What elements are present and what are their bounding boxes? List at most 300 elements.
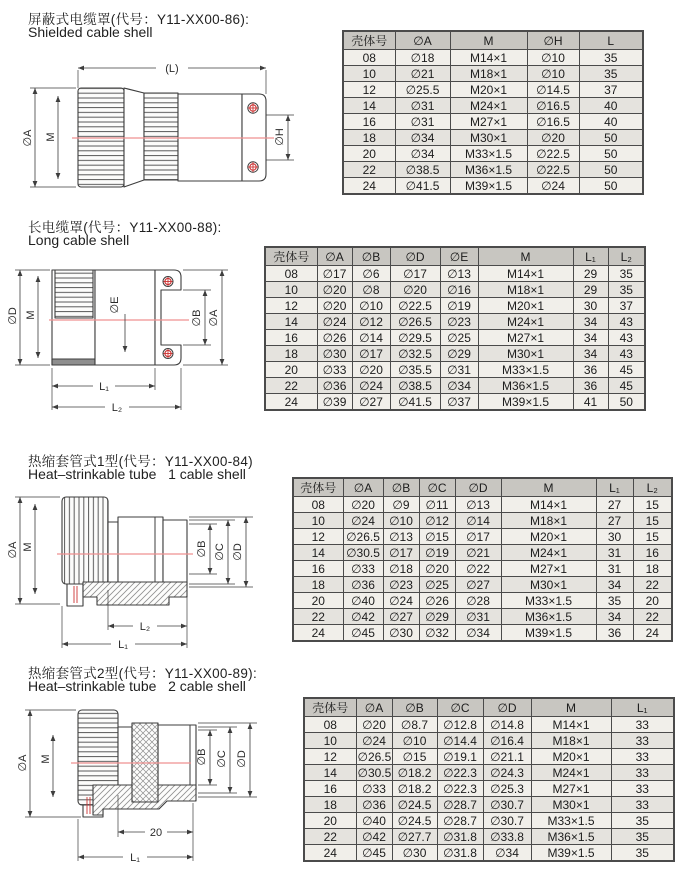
spec-cell: ∅10 — [527, 50, 579, 66]
spec-cell: ∅38.5 — [390, 378, 440, 394]
table-row — [343, 146, 643, 162]
spec-cell: 43 — [608, 330, 645, 346]
spec-cell: ∅16.4 — [483, 733, 531, 749]
spec-cell: ∅30.5 — [343, 545, 383, 561]
table-row — [343, 130, 643, 146]
spec-cell: M24×1 — [531, 765, 611, 781]
spec-cell: M18×1 — [450, 66, 527, 82]
table-row — [343, 114, 643, 130]
spec-cell: ∅21 — [395, 66, 450, 82]
dim-label-20: 20 — [149, 827, 163, 839]
spec-cell: 22 — [633, 577, 672, 593]
spec-cell: ∅27 — [383, 609, 419, 625]
section2-title-en: Long cable shell — [28, 232, 130, 248]
spec-cell: 35 — [611, 845, 674, 862]
spec-cell: ∅36 — [356, 797, 392, 813]
table-row — [265, 266, 645, 282]
spec-cell: M14×1 — [531, 717, 611, 733]
spec-cell: 36 — [573, 362, 608, 378]
spec-cell: M30×1 — [531, 797, 611, 813]
spec-cell: ∅20 — [317, 298, 352, 314]
spec-cell: ∅24.5 — [392, 797, 437, 813]
spec-cell: 34 — [596, 577, 633, 593]
spec-cell: ∅28 — [455, 593, 501, 609]
spec-cell: 33 — [611, 781, 674, 797]
shell-size-cell: 08 — [265, 266, 317, 282]
shell-size-cell: 24 — [265, 394, 317, 411]
spec-cell: ∅27 — [455, 577, 501, 593]
table-row — [343, 50, 643, 66]
spec-cell: M27×1 — [450, 114, 527, 130]
column-header: M — [450, 31, 527, 50]
shell-size-cell: 12 — [343, 82, 395, 98]
spec-cell: ∅25.3 — [483, 781, 531, 797]
spec-cell: ∅34 — [440, 378, 478, 394]
screw-hole-marker — [248, 162, 258, 172]
column-header: ∅D — [455, 478, 501, 497]
shell-size-cell: 20 — [343, 146, 395, 162]
spec-table-long-cable-shell — [264, 246, 646, 411]
spec-cell: 37 — [579, 82, 643, 98]
spec-cell: ∅14 — [352, 330, 390, 346]
dim-label-L: (L) — [165, 63, 179, 75]
spec-cell: ∅31.8 — [437, 829, 483, 845]
table-row — [265, 378, 645, 394]
shell-size-cell: 14 — [293, 545, 343, 561]
spec-cell: 35 — [611, 813, 674, 829]
spec-cell: ∅40 — [356, 813, 392, 829]
spec-cell: ∅24 — [527, 178, 579, 195]
dim-label-L1: L₁ — [130, 852, 140, 864]
dim-label-L1: L₁ — [118, 639, 128, 651]
section4-title-zh: 热缩套管式2型(代号：Y11-XX00-89): — [28, 666, 258, 681]
spec-cell: 45 — [608, 362, 645, 378]
dim-label-M: M — [25, 310, 37, 320]
spec-cell: ∅22.5 — [527, 146, 579, 162]
dim-label-H: ∅H — [274, 128, 286, 146]
shell-size-cell: 10 — [343, 66, 395, 82]
table-row — [265, 394, 645, 411]
spec-cell: 37 — [608, 298, 645, 314]
spec-cell: 20 — [633, 593, 672, 609]
spec-cell: ∅34 — [455, 625, 501, 642]
spec-cell: 50 — [579, 178, 643, 195]
spec-cell: ∅29 — [440, 346, 478, 362]
table-row — [304, 813, 674, 829]
column-header: ∅D — [390, 247, 440, 266]
spec-cell: ∅13 — [455, 497, 501, 513]
dim-label-A: ∅A — [17, 754, 29, 772]
spec-cell: ∅10 — [352, 298, 390, 314]
table-header-row — [343, 31, 643, 50]
shell-size-cell: 22 — [293, 609, 343, 625]
column-header: ∅A — [395, 31, 450, 50]
dim-label-M: M — [22, 542, 34, 552]
spec-cell: 15 — [633, 529, 672, 545]
spec-cell: 34 — [596, 609, 633, 625]
dim-label-C: ∅C — [216, 750, 228, 768]
table-row — [304, 781, 674, 797]
spec-cell: ∅22.5 — [390, 298, 440, 314]
spec-cell: 35 — [608, 266, 645, 282]
spec-cell: ∅9 — [383, 497, 419, 513]
shell-size-cell: 18 — [304, 797, 356, 813]
table-row — [293, 625, 672, 642]
spec-cell: ∅18.2 — [392, 765, 437, 781]
spec-table-heat-shrinkable-tube-2 — [303, 697, 675, 862]
column-header: M — [531, 698, 611, 717]
spec-cell: ∅34 — [395, 146, 450, 162]
spec-cell: M39×1.5 — [501, 625, 596, 642]
spec-cell: ∅34 — [483, 845, 531, 862]
spec-cell: 18 — [633, 561, 672, 577]
table-row — [304, 765, 674, 781]
spec-cell: 15 — [633, 513, 672, 529]
spec-cell: ∅26 — [419, 593, 455, 609]
spec-cell: ∅26.5 — [390, 314, 440, 330]
dim-label-L1: L₁ — [99, 381, 109, 393]
spec-cell: ∅26.5 — [357, 749, 392, 764]
shell-size-cell: 12 — [293, 529, 343, 545]
spec-cell: M24×1 — [478, 314, 573, 330]
spec-cell: ∅12 — [352, 314, 390, 330]
dim-label-D: ∅D — [236, 750, 248, 768]
shell-size-cell: 10 — [265, 282, 317, 298]
section4-title-en: Heat–strinkable tube 2 cable shell — [28, 678, 246, 694]
table-row — [293, 609, 672, 625]
column-header: 壳体号 — [304, 698, 356, 717]
spec-cell: ∅30.5 — [357, 765, 392, 780]
column-header: 壳体号 — [343, 31, 395, 50]
table-row — [293, 593, 672, 609]
column-header: ∅B — [392, 698, 437, 717]
spec-cell: ∅42 — [343, 609, 383, 625]
dim-label-B: ∅B — [196, 748, 208, 766]
spec-cell: ∅30.7 — [483, 797, 531, 813]
spec-cell: M14×1 — [478, 266, 573, 282]
spec-cell: M36×1.5 — [531, 829, 611, 845]
table-row — [343, 178, 643, 195]
spec-cell: ∅31.8 — [437, 845, 483, 862]
technical-drawing-shielded-cable-shell — [20, 48, 310, 200]
spec-cell: ∅18 — [383, 561, 419, 577]
column-header: M — [501, 478, 596, 497]
table-row — [304, 733, 674, 749]
shell-size-cell: 24 — [343, 178, 395, 195]
spec-cell: ∅20 — [343, 497, 383, 513]
shell-size-cell: 20 — [304, 813, 356, 829]
spec-cell: ∅30 — [383, 625, 419, 642]
spec-cell: ∅38.5 — [395, 162, 450, 178]
shell-size-cell: 12 — [304, 749, 356, 765]
dim-label-D: ∅D — [7, 307, 19, 325]
spec-cell: ∅19 — [440, 298, 478, 314]
dim-label-M: M — [45, 132, 57, 142]
table-row — [304, 829, 674, 845]
spec-cell: M36×1.5 — [478, 378, 573, 394]
spec-cell: M20×1 — [531, 749, 611, 765]
spec-cell: ∅19 — [419, 545, 455, 561]
spec-cell: 30 — [596, 529, 633, 545]
spec-cell: ∅35.5 — [390, 362, 440, 378]
spec-cell: ∅24.3 — [483, 765, 531, 781]
spec-cell: ∅18 — [395, 50, 450, 66]
spec-cell: ∅19.1 — [437, 749, 483, 765]
spec-cell: ∅10 — [392, 733, 437, 749]
spec-cell: ∅45 — [356, 845, 392, 862]
shell-size-cell: 10 — [304, 733, 356, 749]
spec-cell: 50 — [579, 130, 643, 146]
table-header-row — [293, 478, 672, 497]
spec-cell: ∅22.3 — [437, 781, 483, 797]
spec-cell: 50 — [608, 394, 645, 411]
spec-cell: ∅36 — [317, 378, 352, 394]
spec-cell: ∅8 — [352, 282, 390, 298]
spec-cell: ∅32.5 — [390, 346, 440, 362]
technical-drawing-long-cable-shell — [5, 252, 255, 427]
table-row — [265, 282, 645, 298]
shell-size-cell: 16 — [304, 781, 356, 797]
column-header: M — [478, 247, 573, 266]
spec-cell: 33 — [611, 797, 674, 813]
shell-size-cell: 18 — [343, 130, 395, 146]
dim-label-A: ∅A — [22, 129, 34, 147]
spec-cell: M27×1 — [501, 561, 596, 577]
spec-cell: ∅12 — [419, 513, 455, 529]
spec-cell: ∅31 — [395, 114, 450, 130]
spec-cell: ∅28.7 — [437, 813, 483, 829]
spec-cell: 35 — [608, 282, 645, 298]
screw-hole-marker — [163, 277, 173, 287]
spec-cell: ∅34 — [395, 130, 450, 146]
table-row — [304, 749, 674, 765]
column-header: ∅A — [317, 247, 352, 266]
spec-cell: M18×1 — [478, 282, 573, 298]
spec-cell: ∅11 — [419, 497, 455, 513]
spec-cell: ∅33 — [317, 362, 352, 378]
column-header: L₂ — [633, 478, 672, 497]
spec-cell: ∅20 — [527, 130, 579, 146]
dim-label-A: ∅A — [208, 309, 220, 327]
spec-cell: ∅24.5 — [392, 813, 437, 829]
shell-size-cell: 08 — [304, 717, 356, 733]
spec-cell: ∅17 — [317, 266, 352, 282]
shell-size-cell: 20 — [265, 362, 317, 378]
spec-cell: ∅25 — [419, 577, 455, 593]
spec-cell: 31 — [596, 561, 633, 577]
spec-cell: ∅8.7 — [392, 717, 437, 733]
spec-cell: 45 — [608, 378, 645, 394]
column-header: ∅C — [437, 698, 483, 717]
dim-label-D: ∅D — [232, 543, 244, 561]
spec-cell: M14×1 — [450, 50, 527, 66]
spec-cell: 35 — [579, 50, 643, 66]
spec-cell: ∅31 — [440, 362, 478, 378]
spec-cell: ∅30.7 — [483, 813, 531, 829]
shell-size-cell: 08 — [343, 50, 395, 66]
spec-cell: 50 — [579, 146, 643, 162]
shell-size-cell: 14 — [343, 98, 395, 114]
hatched-clamp-body — [83, 582, 187, 605]
spec-cell: ∅30 — [317, 346, 352, 362]
spec-cell: 43 — [608, 346, 645, 362]
spec-cell: 31 — [596, 545, 633, 561]
spec-cell: M20×1 — [478, 298, 573, 314]
shell-size-cell: 16 — [265, 330, 317, 346]
knurled-cap — [62, 497, 108, 584]
table-row — [293, 529, 672, 545]
technical-drawing-heat-shrinkable-tube-2 — [5, 697, 280, 873]
column-header: L₁ — [611, 698, 674, 717]
column-header: ∅E — [440, 247, 478, 266]
column-header: ∅H — [527, 31, 579, 50]
shell-size-cell: 24 — [304, 845, 356, 862]
spec-cell: ∅15 — [419, 529, 455, 545]
spec-cell: ∅39 — [317, 394, 352, 411]
dim-label-B: ∅B — [191, 309, 203, 327]
spec-cell: ∅27 — [352, 394, 390, 411]
table-row — [343, 162, 643, 178]
column-header: L₁ — [573, 247, 608, 266]
spec-cell: 30 — [573, 298, 608, 314]
table-row — [293, 545, 672, 561]
column-header: 壳体号 — [293, 478, 343, 497]
spec-cell: ∅41.5 — [390, 394, 440, 411]
column-header: ∅D — [483, 698, 531, 717]
table-row — [265, 298, 645, 314]
spec-table-heat-shrinkable-tube-1 — [292, 477, 673, 642]
spec-cell: ∅23 — [383, 577, 419, 593]
spec-cell: ∅17 — [352, 346, 390, 362]
spec-cell: ∅24 — [356, 733, 392, 749]
section3-title-zh: 热缩套管式1型(代号：Y11-XX00-84) — [28, 454, 253, 469]
shell-size-cell: 22 — [343, 162, 395, 178]
spec-cell: M27×1 — [531, 781, 611, 797]
spec-cell: 33 — [611, 717, 674, 733]
table-row — [265, 362, 645, 378]
spec-cell: 22 — [633, 609, 672, 625]
section3-title-en: Heat–strinkable tube 1 cable shell — [28, 466, 246, 482]
spec-cell: ∅20 — [390, 282, 440, 298]
column-header: L — [579, 31, 643, 50]
spec-cell: ∅40 — [343, 593, 383, 609]
table-header-row — [265, 247, 645, 266]
column-header: L₁ — [596, 478, 633, 497]
dim-label-B: ∅B — [196, 540, 208, 558]
spec-cell: 43 — [608, 314, 645, 330]
column-header: ∅B — [383, 478, 419, 497]
table-row — [343, 82, 643, 98]
spec-cell: M24×1 — [450, 98, 527, 114]
spec-cell: M36×1.5 — [501, 609, 596, 625]
shell-size-cell: 10 — [293, 513, 343, 529]
spec-cell: M14×1 — [501, 497, 596, 513]
spec-cell: ∅14.5 — [527, 82, 579, 98]
spec-cell: ∅14.4 — [437, 733, 483, 749]
spec-cell: ∅31 — [395, 98, 450, 114]
table-row — [265, 330, 645, 346]
spec-cell: M30×1 — [501, 577, 596, 593]
spec-cell: 35 — [579, 66, 643, 82]
spec-cell: ∅25 — [440, 330, 478, 346]
spec-cell: ∅33 — [343, 561, 383, 577]
table-row — [304, 717, 674, 733]
knurled-grip — [55, 270, 93, 318]
spec-cell: 27 — [596, 513, 633, 529]
spec-cell: 33 — [611, 749, 674, 765]
column-header: ∅A — [356, 698, 392, 717]
spec-cell: 34 — [573, 314, 608, 330]
spec-cell: 41 — [573, 394, 608, 411]
spec-cell: ∅24 — [317, 314, 352, 330]
table-row — [343, 98, 643, 114]
spec-cell: M20×1 — [501, 529, 596, 545]
column-header: ∅C — [419, 478, 455, 497]
spec-cell: 36 — [596, 625, 633, 642]
screw-hole-marker — [163, 349, 173, 359]
spec-cell: M27×1 — [478, 330, 573, 346]
knurled-ring — [144, 93, 178, 180]
spec-cell: ∅22.5 — [527, 162, 579, 178]
shell-size-cell: 20 — [293, 593, 343, 609]
spec-cell: ∅17 — [383, 545, 419, 561]
spec-cell: ∅26 — [317, 330, 352, 346]
spec-cell: ∅25.5 — [395, 82, 450, 98]
spec-cell: ∅12.8 — [437, 717, 483, 733]
spec-cell: ∅41.5 — [395, 178, 450, 195]
table-row — [293, 561, 672, 577]
spec-cell: M18×1 — [501, 513, 596, 529]
dim-label-L2: L₂ — [111, 402, 123, 414]
spec-cell: ∅21 — [455, 545, 501, 561]
spec-cell: M24×1 — [501, 545, 596, 561]
spec-cell: ∅24 — [343, 513, 383, 529]
spec-cell: ∅42 — [356, 829, 392, 845]
spec-cell: ∅33.8 — [483, 829, 531, 845]
spec-cell: 40 — [579, 114, 643, 130]
spec-cell: ∅10 — [527, 66, 579, 82]
spec-cell: ∅20 — [317, 282, 352, 298]
spec-cell: ∅26.5 — [343, 529, 383, 545]
spec-cell: M20×1 — [450, 82, 527, 98]
spec-cell: M30×1 — [478, 346, 573, 362]
spec-cell: ∅21.1 — [483, 749, 531, 765]
spec-cell: 29 — [573, 282, 608, 298]
spec-cell: ∅27.7 — [392, 829, 437, 845]
spec-cell: ∅22.3 — [437, 765, 483, 781]
spec-cell: ∅28.7 — [437, 797, 483, 813]
spec-cell: ∅30 — [392, 845, 437, 862]
table-row — [304, 797, 674, 813]
spec-cell: ∅14.8 — [483, 717, 531, 733]
spec-cell: M33×1.5 — [450, 146, 527, 162]
spec-cell: ∅16.5 — [527, 98, 579, 114]
spec-cell: ∅33 — [356, 781, 392, 797]
table-header-row — [304, 698, 674, 717]
spec-cell: ∅29.5 — [390, 330, 440, 346]
spec-cell: M18×1 — [531, 733, 611, 749]
spec-cell: M39×1.5 — [478, 394, 573, 411]
spec-cell: ∅20 — [419, 561, 455, 577]
spec-cell: 33 — [611, 765, 674, 781]
spec-cell: ∅17 — [390, 266, 440, 282]
spec-cell: M30×1 — [450, 130, 527, 146]
spec-cell: ∅17 — [455, 529, 501, 545]
table-row — [343, 66, 643, 82]
shell-size-cell: 24 — [293, 625, 343, 642]
screw-hole-marker — [248, 103, 258, 113]
spec-cell: M39×1.5 — [531, 845, 611, 862]
